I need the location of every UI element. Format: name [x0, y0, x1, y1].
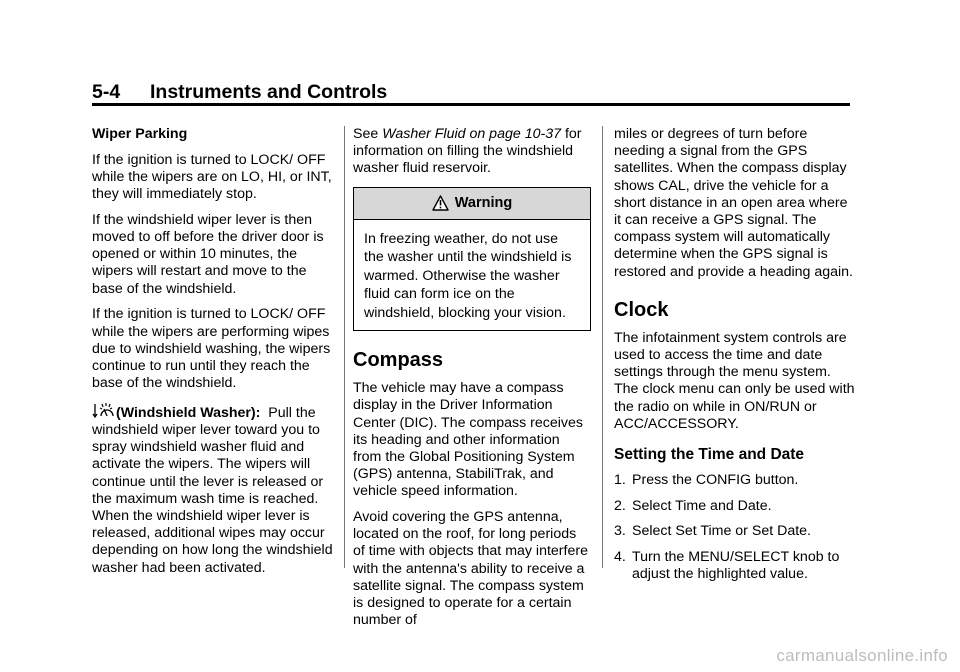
compass-heading: Compass [353, 349, 444, 372]
washer-text: Pull the windshield wiper lever toward you to spray windshield washer fluid and activate the wipers. The wipers will continue until the lever is released or the maximum wash time is reached. When the windshield wiper lever is released, additional wipes may occur depending on how long the windshield washer had been activated. [92, 404, 333, 576]
see-reference: See Washer Fluid on page 10-37 for information on filling the windshield washer fluid reservoir. [353, 126, 582, 177]
washer-paragraph [92, 401, 336, 577]
column-1 [92, 126, 336, 585]
warning-text: In freezing weather, do not use the washer until the windshield is warmed. Otherwise the washer fluid can form ice on the windshield, blocking your vision. [364, 230, 572, 321]
list-item: 2. Select Time and Date. [614, 497, 772, 514]
section-title: Instruments and Controls [150, 81, 388, 103]
paragraph: Avoid covering the GPS antenna, located on the roof, for long periods of time with objects that may interfere with the antenna's ability to receive a satellite signal. The compass system is designed to operate for a certain number of [353, 509, 588, 629]
clock-heading: Clock [614, 298, 669, 321]
list-item: 3. Select Set Time or Set Date. [614, 523, 811, 540]
paragraph: The infotainment system controls are used to access the time and date settings through the menu system. The clock menu can only be used with the radio on while in ON/RUN or ACC/ACCESSORY. [614, 329, 855, 432]
wiper-parking-heading: Wiper Parking [92, 126, 188, 142]
page-number: 5-4 [92, 81, 121, 103]
setting-time-heading: Setting the Time and Date [614, 446, 805, 464]
column-divider-2 [602, 126, 603, 568]
header-rule [92, 103, 850, 106]
paragraph: If the ignition is turned to LOCK/ OFF while the wipers are performing wipes due to windshield washing, the wipers continue to run until they reach the base of the windshield. [92, 306, 331, 392]
warning-title: Warning [454, 194, 513, 211]
list-item: 1. Press the CONFIG button. [614, 472, 799, 489]
warning-header [354, 188, 590, 220]
windshield-washer-icon [92, 401, 114, 419]
cross-reference-link: Washer Fluid on page 10-37 [382, 126, 561, 142]
list-item: 4. Turn the MENU/SELECT knob to adjust the highlighted value. [614, 549, 840, 583]
column-2 [353, 126, 591, 638]
column-divider-1 [344, 126, 345, 568]
paragraph: The vehicle may have a compass display in the Driver Information Center (DIC). The compass receives its heading and other information from the Global Positioning System (GPS) antenna, StabiliTrak, and vehicle speed information. [353, 380, 583, 500]
paragraph: If the ignition is turned to LOCK/ OFF while the wipers are on LO, HI, or INT, they will immediately stop. [92, 151, 332, 203]
warning-box [353, 187, 591, 332]
washer-label: (Windshield Washer): [116, 404, 261, 421]
paragraph: miles or degrees of turn before needing a signal from the GPS satellites. When the compass display shows CAL, drive the vehicle for a short distance in an open area where it can receive a GPS signal. The compass system will automatically determine when the GPS signal is restored and provide a heading again. [614, 126, 853, 280]
watermark: carmanualsonline.info [776, 646, 948, 665]
warning-triangle-icon [432, 195, 449, 211]
page-header [92, 80, 850, 104]
paragraph: If the windshield wiper lever is then moved to off before the driver door is opened or within 10 minutes, the wipers will restart and move to the base of the windshield. [92, 211, 324, 297]
column-3 [614, 126, 858, 592]
steps-list [614, 472, 858, 584]
